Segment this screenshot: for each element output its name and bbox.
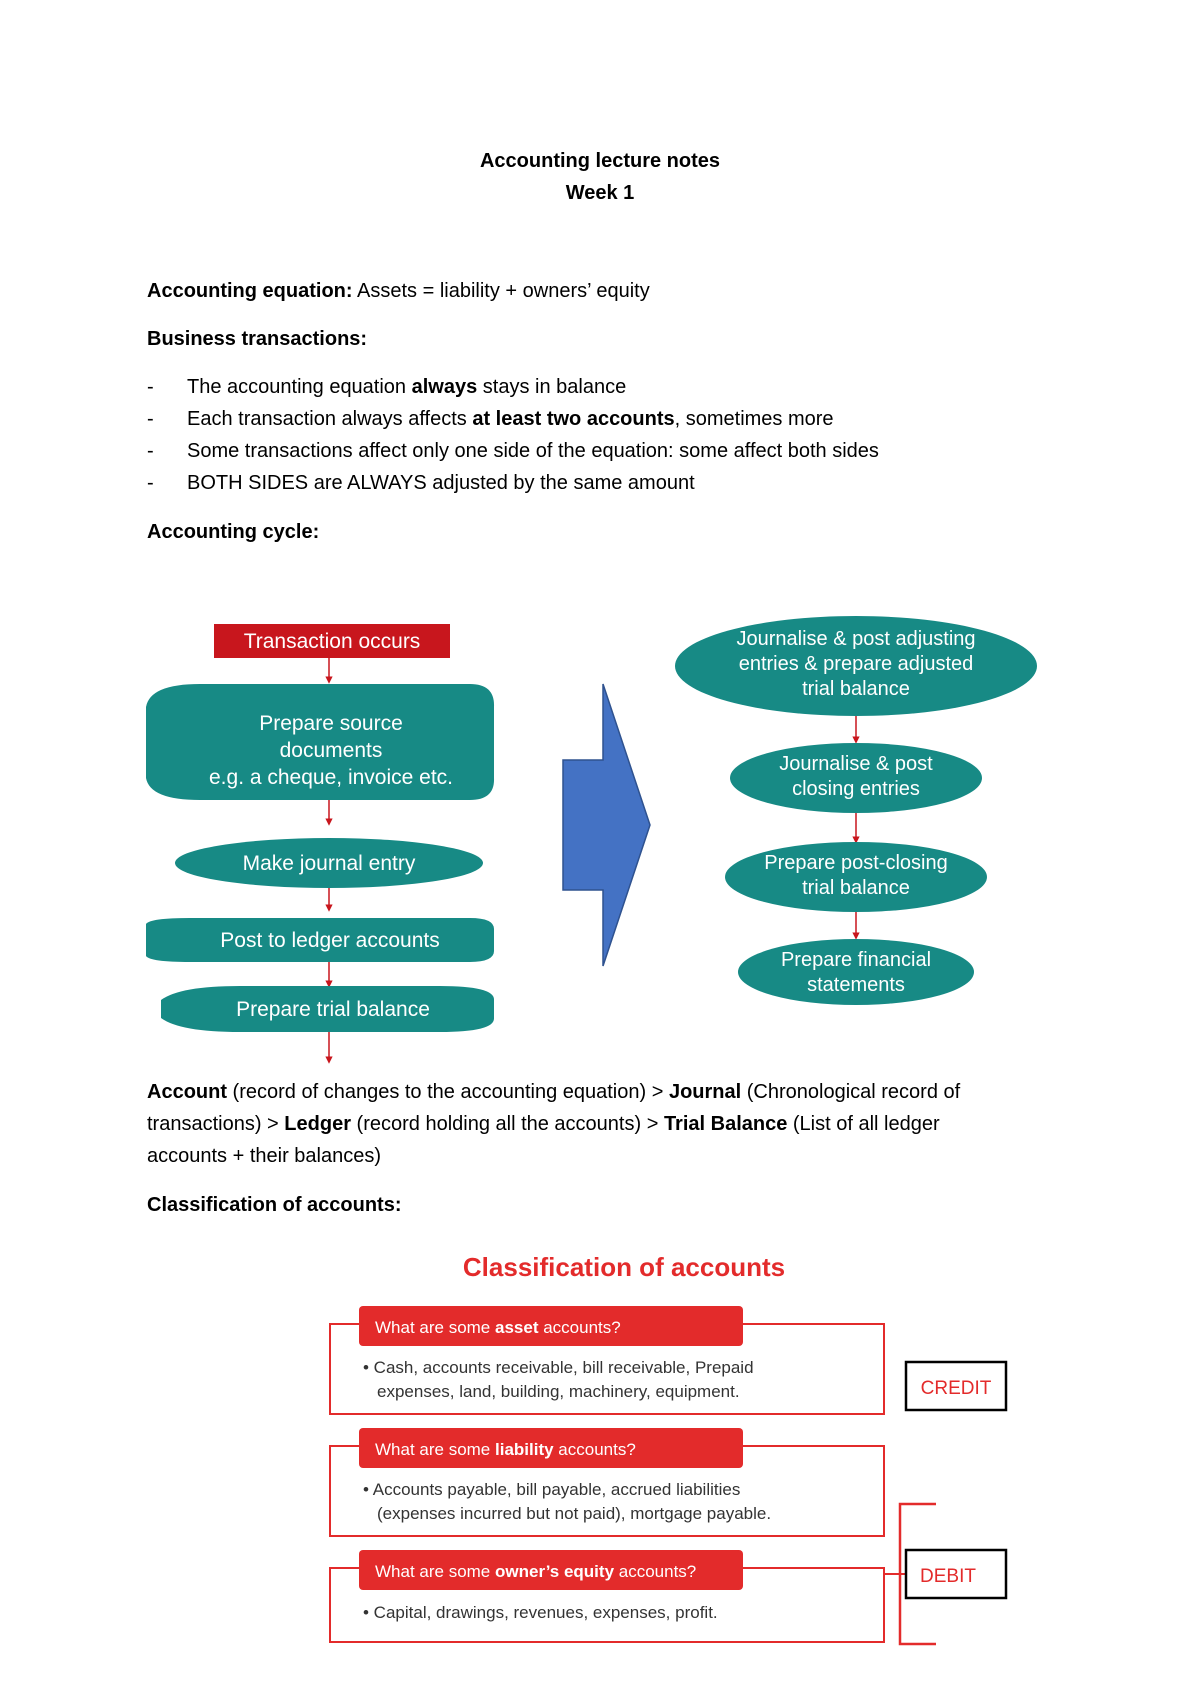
transactions-heading: Business transactions:	[147, 328, 368, 350]
equation-label: Accounting equation:	[147, 280, 353, 302]
bullet-marker: -	[147, 408, 154, 430]
equation-paragraph	[147, 275, 650, 307]
bullet-marker: -	[147, 440, 154, 462]
flow-paragraph: Account (record of changes to the accounting equation) > Journal (Chronological record of transactions) > Ledger (record holding all the accounts) > Trial Balance (List of all ledger accounts + their balances)	[147, 1081, 961, 1167]
closing-line1: Journalise & post	[779, 753, 933, 775]
page-title: Accounting lecture notes	[479, 150, 721, 172]
source-documents-line1: Prepare source	[259, 712, 403, 735]
asset-answer-line1: • Cash, accounts receivable, bill receivable, Prepaid	[363, 1358, 754, 1377]
ledger-label: Post to ledger accounts	[220, 929, 440, 952]
closing-line2: closing entries	[792, 778, 920, 800]
liability-answer-line2: (expenses incurred but not paid), mortgage payable.	[377, 1504, 772, 1523]
classification-heading: Classification of accounts:	[147, 1194, 402, 1216]
liability-question: What are some liability accounts?	[375, 1440, 636, 1459]
adjusting-line2: entries & prepare adjusted	[738, 653, 974, 675]
equity-question: What are some owner’s equity accounts?	[375, 1562, 697, 1581]
post-closing-line2: trial balance	[802, 877, 910, 899]
source-documents-line3: e.g. a cheque, invoice etc.	[209, 766, 453, 789]
equity-answer-line1: • Capital, drawings, revenues, expenses, profit.	[363, 1603, 718, 1622]
list-item: - The accounting equation always stays in balance	[147, 371, 1047, 403]
equation-text: Assets = liability + owners’ equity	[352, 280, 650, 302]
classification-figure-title: Classification of accounts	[462, 1252, 786, 1282]
asset-question: What are some asset accounts?	[375, 1318, 621, 1337]
classification-figure	[0, 1240, 1200, 1660]
adjusting-line1: Journalise & post adjusting	[736, 628, 976, 650]
adjusting-line3: trial balance	[802, 678, 910, 700]
accounting-cycle-diagram	[0, 600, 1200, 1070]
debit-label: DEBIT	[920, 1566, 976, 1587]
bullet-marker: -	[147, 472, 154, 494]
big-right-arrow-icon	[563, 684, 650, 966]
asset-answer-line2: expenses, land, building, machinery, equipment.	[377, 1382, 740, 1401]
liability-answer-line1: • Accounts payable, bill payable, accrued liabilities	[363, 1480, 741, 1499]
financial-line1: Prepare financial	[780, 949, 932, 971]
post-closing-line1: Prepare post-closing	[764, 852, 948, 874]
transaction-occurs-label: Transaction occurs	[243, 630, 421, 653]
bullet-marker: -	[147, 376, 154, 398]
list-item: - Some transactions affect only one side of the equation: some affect both sides	[147, 435, 1047, 467]
financial-line2: statements	[807, 974, 905, 996]
journal-entry-label: Make journal entry	[242, 852, 416, 875]
credit-label: CREDIT	[920, 1378, 992, 1399]
cycle-heading: Accounting cycle:	[147, 521, 320, 543]
list-item: - Each transaction always affects at least two accounts, sometimes more	[147, 403, 1047, 435]
page-subtitle: Week 1	[565, 182, 635, 204]
source-documents-line2: documents	[279, 739, 383, 762]
trial-balance-label: Prepare trial balance	[236, 998, 430, 1021]
list-item: - BOTH SIDES are ALWAYS adjusted by the same amount	[147, 467, 1047, 499]
